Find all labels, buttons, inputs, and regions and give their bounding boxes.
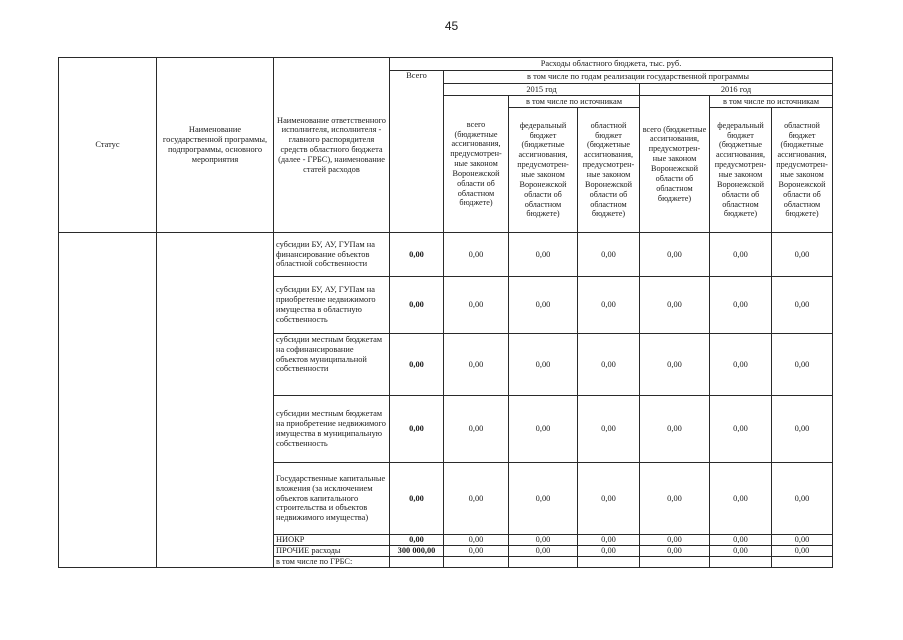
row-value: 0,00 (444, 396, 509, 463)
row-value: 0,00 (509, 277, 578, 334)
header-2016-federal: федеральный бюджет (бюджетные ассигнования, предусмотрен-ные законом Воронежской области об областном бюджете) (710, 108, 772, 233)
row-value: 0,00 (772, 396, 833, 463)
row-total: 300 000,00 (390, 546, 444, 557)
row-value: 0,00 (578, 277, 640, 334)
header-2015-federal: федеральный бюджет (бюджетные ассигнования, предусмотрен-ные законом Воронежской области об областном бюджете) (509, 108, 578, 233)
row-value: 0,00 (444, 334, 509, 396)
row-value: 0,00 (509, 535, 578, 546)
row-value: 0,00 (509, 396, 578, 463)
row-value (509, 557, 578, 568)
row-value: 0,00 (772, 277, 833, 334)
row-value: 0,00 (640, 233, 710, 277)
row-name: субсидии БУ, АУ, ГУПам на приобретение недвижимого имущества в областную собственность (274, 277, 390, 334)
row-value: 0,00 (444, 277, 509, 334)
row-value: 0,00 (710, 277, 772, 334)
header-program-name: Наименование государственной программы, подпрограммы, основного мероприятия (157, 58, 274, 233)
row-value: 0,00 (640, 277, 710, 334)
row-value (772, 557, 833, 568)
row-value: 0,00 (710, 233, 772, 277)
row-value: 0,00 (444, 535, 509, 546)
row-value: 0,00 (509, 233, 578, 277)
row-value: 0,00 (772, 535, 833, 546)
header-2015-all: всего (бюджетные ассигнования, предусмотрен-ные законом Воронежской области об областном бюджете) (444, 96, 509, 233)
row-total: 0,00 (390, 396, 444, 463)
row-total: 0,00 (390, 277, 444, 334)
row-value: 0,00 (710, 546, 772, 557)
header-2016-by-sources: в том числе по источникам (710, 96, 833, 108)
row-value: 0,00 (710, 396, 772, 463)
header-by-years: в том числе по годам реализации государственной программы (444, 71, 833, 84)
row-value: 0,00 (640, 463, 710, 535)
row-value: 0,00 (640, 535, 710, 546)
header-2016-all: всего (бюджетные ассигнования, предусмотрен-ные законом Воронежской области об областном бюджете) (640, 96, 710, 233)
row-value: 0,00 (578, 463, 640, 535)
row-value: 0,00 (640, 396, 710, 463)
row-name: субсидии местным бюджетам на софинансирование объектов муниципальной собственности (274, 334, 390, 396)
row-name: субсидии БУ, АУ, ГУПам на финансирование объектов областной собственности (274, 233, 390, 277)
row-value: 0,00 (444, 233, 509, 277)
row-name: Государственные капитальные вложения (за исключением объектов капитального строительства и объектов недвижимого имущества) (274, 463, 390, 535)
row-total: 0,00 (390, 535, 444, 546)
row-value: 0,00 (640, 546, 710, 557)
row-value: 0,00 (772, 334, 833, 396)
row-value: 0,00 (509, 546, 578, 557)
header-2015-regional: областной бюджет (бюджетные ассигнования, предусмотрен-ные законом Воронежской области об областном бюджете) (578, 108, 640, 233)
row-value: 0,00 (444, 463, 509, 535)
header-budget-expenses: Расходы областного бюджета, тыс. руб. (390, 58, 833, 71)
row-value: 0,00 (578, 334, 640, 396)
row-value: 0,00 (509, 463, 578, 535)
status-cell (59, 233, 157, 568)
row-value: 0,00 (578, 546, 640, 557)
budget-table (58, 57, 833, 568)
row-value (640, 557, 710, 568)
row-total: 0,00 (390, 463, 444, 535)
row-value: 0,00 (772, 463, 833, 535)
program-cell (157, 233, 274, 568)
row-value (710, 557, 772, 568)
header-year-2015: 2015 год (444, 84, 640, 96)
row-total (390, 557, 444, 568)
row-total: 0,00 (390, 334, 444, 396)
row-value: 0,00 (578, 233, 640, 277)
row-value: 0,00 (640, 334, 710, 396)
header-2015-by-sources: в том числе по источникам (509, 96, 640, 108)
row-name: ПРОЧИЕ расходы (274, 546, 390, 557)
row-value (578, 557, 640, 568)
row-value: 0,00 (578, 535, 640, 546)
row-value: 0,00 (444, 546, 509, 557)
row-value: 0,00 (710, 463, 772, 535)
header-executor: Наименование ответственного исполнителя, исполнителя - главного распорядителя средств областного бюджета (далее - ГРБС), наименование статей расходов (274, 58, 390, 233)
row-name: НИОКР (274, 535, 390, 546)
header-total: Всего (390, 71, 444, 233)
row-value (444, 557, 509, 568)
row-value: 0,00 (772, 546, 833, 557)
row-value: 0,00 (509, 334, 578, 396)
header-year-2016: 2016 год (640, 84, 833, 96)
row-total: 0,00 (390, 233, 444, 277)
row-value: 0,00 (772, 233, 833, 277)
row-value: 0,00 (710, 535, 772, 546)
row-value: 0,00 (710, 334, 772, 396)
header-status: Статус (59, 58, 157, 233)
row-name: субсидии местным бюджетам на приобретение недвижимого имущества в муниципальную собственность (274, 396, 390, 463)
header-2016-regional: областной бюджет (бюджетные ассигнования, предусмотрен-ные законом Воронежской области об областном бюджете) (772, 108, 833, 233)
row-name: в том числе по ГРБС: (274, 557, 390, 568)
page-number: 45 (444, 19, 459, 33)
table-row (59, 233, 833, 277)
row-value: 0,00 (578, 396, 640, 463)
